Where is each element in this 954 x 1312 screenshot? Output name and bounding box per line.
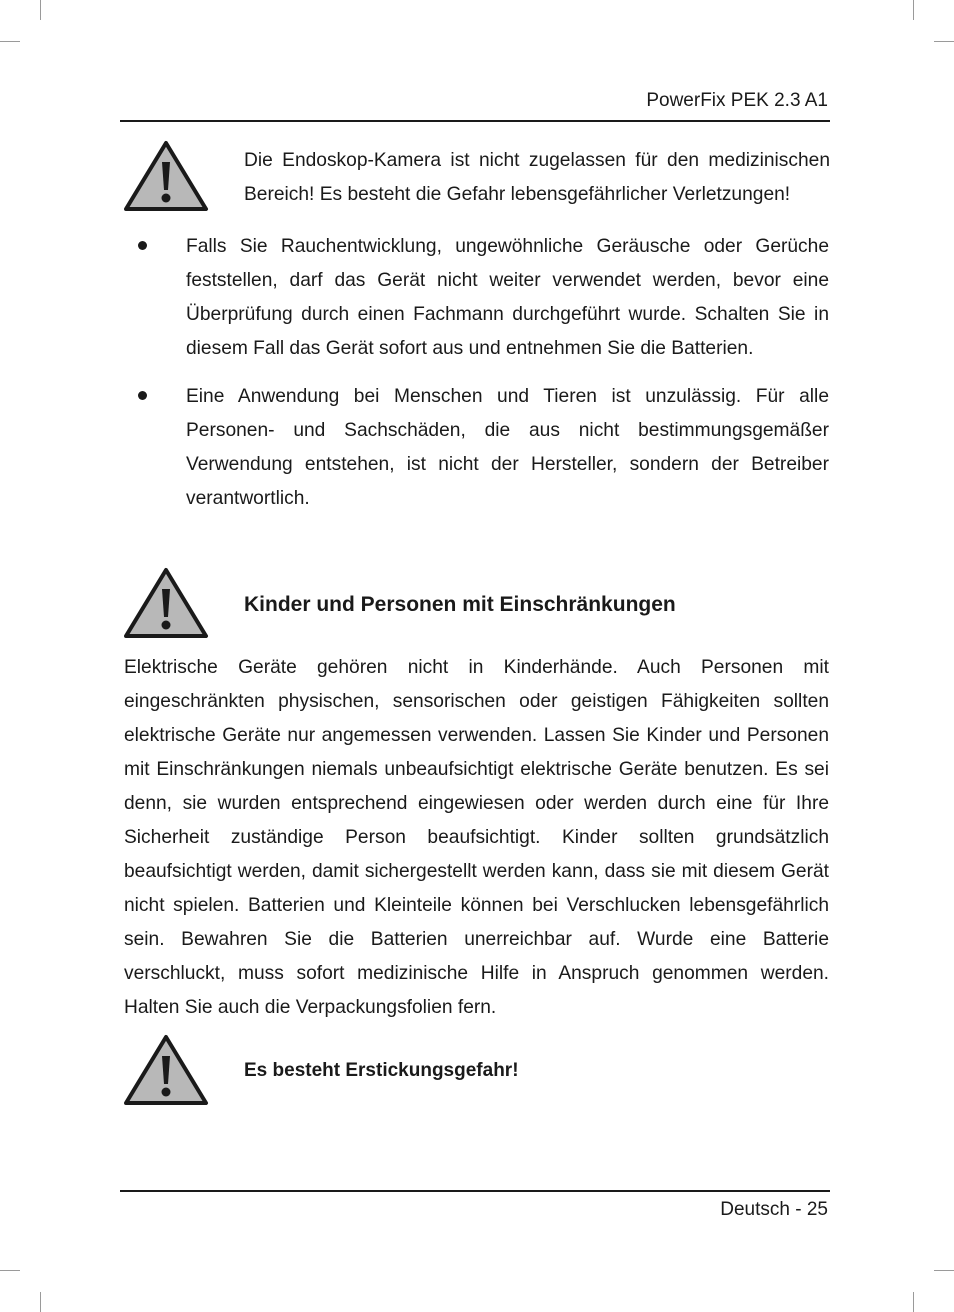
crop-mark	[0, 41, 20, 42]
bullet-point	[138, 241, 147, 250]
bullet-text: Eine Anwendung bei Menschen und Tieren ist unzulässig. Für alle Personen- und Sachschäden, die aus nicht bestimmungsgemäßer Verwendung entstehen, ist nicht der Hersteller, sondern der Betreiber verantwortlich.	[186, 386, 829, 509]
bullet-point	[138, 391, 147, 400]
crop-mark	[934, 1270, 954, 1271]
warning-triangle-icon	[123, 140, 209, 212]
warning-triangle-icon	[123, 567, 209, 639]
footer-rule	[120, 1190, 830, 1192]
page-header-title: PowerFix PEK 2.3 A1	[646, 90, 828, 111]
section-body-text: Elektrische Geräte gehören nicht in Kinderhände. Auch Personen mit eingeschränkten physischen, sensorischen oder geistigen Fähigkeiten sollten elektrische Geräte nur angemessen verwenden. Lassen Sie Kinder und Personen mit Einschränkungen niemals unbeaufsichtigt elektrische Geräte benutzen. Es sei denn, sie wurden entsprechend eingewiesen oder werden durch eine für Ihre Sicherheit zuständige Person beaufsichtigt. Kinder sollten grundsätzlich beaufsichtigt werden, damit sichergestellt werden kann, dass sie mit diesem Gerät nicht spielen. Batterien und Kleinteile können bei Verschlucken lebensgefährlich sein. Bewahren Sie die Batterien unerreichbar auf. Wurde eine Batterie verschluckt, muss sofort medizinische Hilfe in Anspruch genommen werden. Halten Sie auch die Verpackungsfolien fern.	[124, 657, 829, 1018]
page-footer-label: Deutsch - 25	[720, 1199, 828, 1220]
bullet-text: Falls Sie Rauchentwicklung, ungewöhnliche Geräusche oder Gerüche feststellen, darf das Gerät nicht weiter verwendet werden, bevor eine Überprüfung durch einen Fachmann durchgeführt wurde. Schalten Sie in diesem Fall das Gerät sofort aus und entnehmen Sie die Batterien.	[186, 236, 829, 359]
section-heading: Kinder und Personen mit Einschränkungen	[244, 593, 676, 616]
warning-triangle-icon	[123, 1034, 209, 1106]
crop-mark	[913, 0, 914, 20]
crop-mark	[40, 0, 41, 20]
crop-mark	[40, 1292, 41, 1312]
crop-mark	[0, 1270, 20, 1271]
warning-top-text: Die Endoskop-Kamera ist nicht zugelassen für den medizinischen Bereich! Es besteht die Gefahr lebensgefährlicher Verletzungen!	[244, 150, 830, 205]
crop-mark	[934, 41, 954, 42]
crop-mark	[913, 1292, 914, 1312]
warning-bottom-text: Es besteht Erstickungsgefahr!	[244, 1060, 519, 1081]
header-rule	[120, 120, 830, 122]
